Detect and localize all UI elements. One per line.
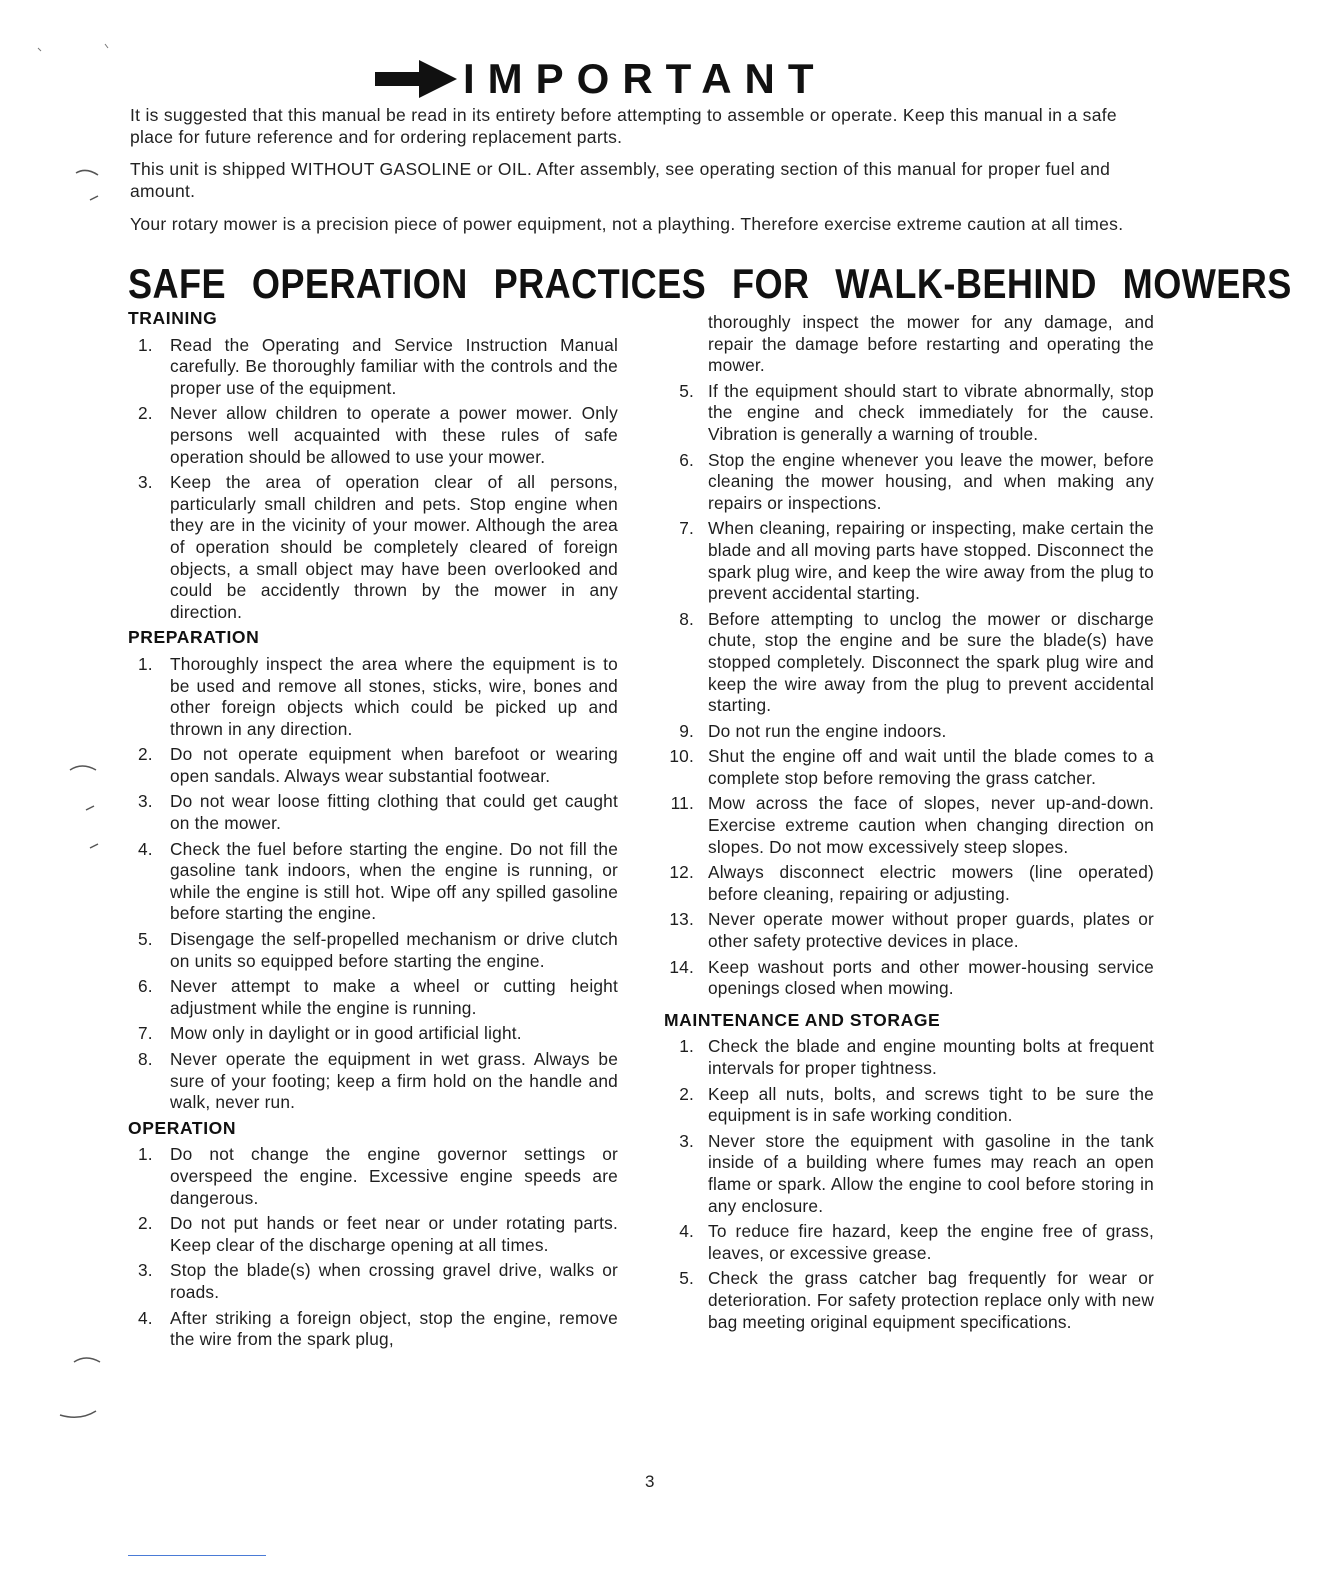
scan-artifact-marks [30,40,120,1440]
operation-heading: OPERATION [128,1117,237,1138]
list-item: 5. Disengage the self-propelled mechanism or drive clutch on units so equipped before starting the engine. [138,929,618,971]
intro-paragraph-3: Your rotary mower is a precision piece of power equipment, not a plaything. Therefore exercise extreme caution at all times. [130,214,1124,234]
training-heading: TRAINING [128,308,218,328]
left-column [128,308,618,1355]
important-title: IMPORTANT [463,55,827,102]
list-item: 3. Keep the area of operation clear of all persons, particularly small children and pets. Stop engine when they are in the vicinity of your mower. Although the area of operation should be completely cleared of foreign objects, a small object may have been overlooked and could be accidently thrown by the mower in any direction. [138,472,618,622]
page-number: 3 [645,1472,655,1491]
list-item: 9. Do not run the engine indoors. [679,720,947,741]
list-item: 11. Mow across the face of slopes, never up-and-down. Exercise extreme caution when changing direction on slopes. Do not mow excessively steep slopes. [670,793,1154,857]
list-item: 14. Keep washout ports and other mower-housing service openings closed when mowing. [669,956,1154,999]
operation-list-continued [664,381,1154,1000]
list-item: 2. Do not put hands or feet near or under rotating parts. Keep clear of the discharge opening at all times. [138,1213,618,1255]
list-item: 1. Thoroughly inspect the area where the equipment is to be used and remove all stones, sticks, wire, bones and other foreign objects which could be picked up and thrown in any direction. [138,653,618,739]
page-title: SAFE OPERATION PRACTICES FOR WALK-BEHIND MOWERS [128,260,1292,307]
list-item: 2. Do not operate equipment when barefoot or wearing open sandals. Always wear substantial footwear. [138,744,618,786]
list-item: 3. Stop the blade(s) when crossing gravel drive, walks or roads. [138,1260,618,1302]
list-item: 1. Check the blade and engine mounting bolts at frequent intervals for proper tightness. [679,1036,1154,1078]
list-item: 7. When cleaning, repairing or inspecting, make certain the blade and all moving parts have stopped. Disconnect the spark plug wire, and keep the wire away from the plug to prevent accidental starting. [679,518,1154,604]
list-item: 3. Never store the equipment with gasoline in the tank inside of a building where fumes may reach an open flame or spark. Allow the engine to cool before storing in any enclosure. [679,1130,1154,1216]
list-item: 5. If the equipment should start to vibrate abnormally, stop the engine and check immediately for the cause. Vibration is generally a warning of trouble. [679,380,1154,444]
list-item: 4. Check the fuel before starting the engine. Do not fill the gasoline tank indoors, when the engine is running, or while the engine is still hot. Wipe off any spilled gasoline before starting the engine. [138,838,618,924]
right-column [664,312,1154,1337]
list-item: 4. After striking a foreign object, stop the engine, remove the wire from the spark plug, [138,1307,618,1350]
list-item: 12. Always disconnect electric mowers (line operated) before cleaning, repairing or adjusting. [669,862,1154,904]
list-item: 2. Keep all nuts, bolts, and screws tight to be sure the equipment is in safe working condition. [679,1083,1154,1126]
right-arrow-icon [375,60,457,98]
preparation-heading: PREPARATION [128,627,260,648]
intro-paragraph-2: This unit is shipped WITHOUT GASOLINE or OIL. After assembly, see operating section of this manual for proper fuel and amount. [130,159,1111,201]
list-item: 6. Stop the engine whenever you leave the mower, before cleaning the mower housing, and when making any repairs or inspections. [679,449,1154,513]
list-item: 8. Before attempting to unclog the mower or discharge chute, stop the engine and be sure the blade(s) have stopped completely. Disconnect the spark plug wire and keep the wire away from the plug to prevent accidental starting. [679,608,1154,716]
intro-paragraph-1: It is suggested that this manual be read in its entirety before attempting to assemble or operate. Keep this manual in a safe place for future reference and for ordering replacement parts. [130,105,1117,147]
list-item: 7. Mow only in daylight or in good artificial light. [138,1023,522,1044]
maintenance-heading: MAINTENANCE AND STORAGE [664,1009,941,1030]
list-item: 1. Read the Operating and Service Instruction Manual carefully. Be thoroughly familiar with the controls and the proper use of the equipment. [138,334,618,398]
list-item: 6. Never attempt to make a wheel or cutting height adjustment while the engine is running. [138,976,618,1018]
list-item: 13. Never operate mower without proper guards, plates or other safety protective devices in place. [669,909,1154,952]
list-item: 1. Do not change the engine governor settings or overspeed the engine. Excessive engine speeds are dangerous. [138,1144,618,1208]
maintenance-list [664,1036,1154,1333]
list-item: 8. Never operate the equipment in wet grass. Always be sure of your footing; keep a firm hold on the handle and walk, never run. [138,1049,618,1113]
list-item: 3. Do not wear loose fitting clothing that could get caught on the mower. [138,791,618,834]
list-item: 4. To reduce fire hazard, keep the engine free of grass, leaves, or excessive grease. [679,1221,1154,1263]
important-header [375,56,827,102]
operation-continuation: thoroughly inspect the mower for any damage, and repair the damage before restarting and operating the mower. [708,312,1154,376]
training-list [128,335,618,624]
list-item: 10. Shut the engine off and wait until the blade comes to a complete stop before removing the grass catcher. [669,746,1154,788]
scan-edge-line [128,1555,266,1556]
list-item: 2. Never allow children to operate a power mower. Only persons well acquainted with these rules of safe operation should be allowed to use your mower. [138,403,618,467]
operation-list [128,1144,618,1350]
list-item: 5. Check the grass catcher bag frequently for wear or deterioration. For safety protection replace only with new bag meeting original equipment specifications. [679,1268,1154,1332]
preparation-list [128,654,618,1114]
